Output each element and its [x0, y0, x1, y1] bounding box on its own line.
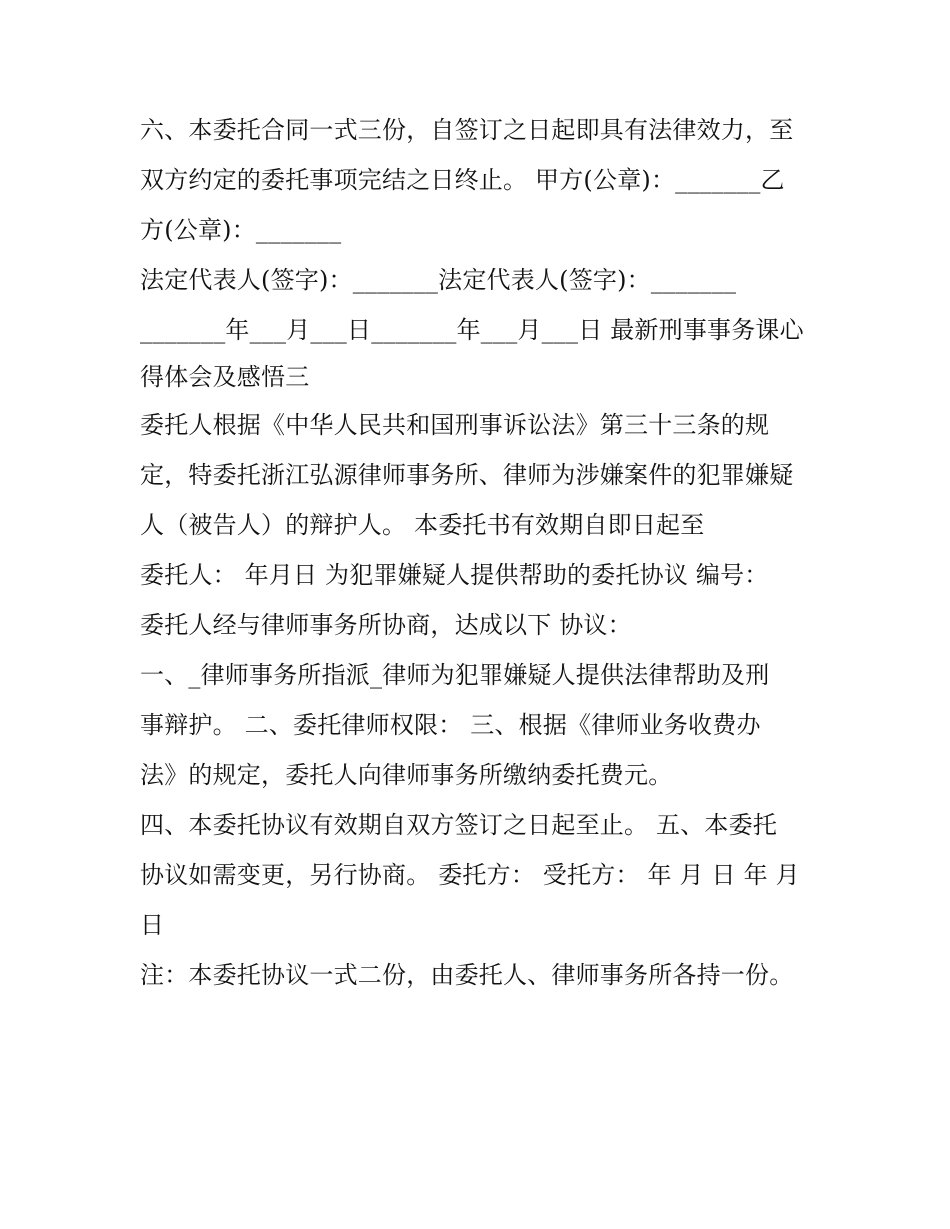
text-line: 双方约定的委托事项完结之日终止。 甲方(公章)：_______乙 — [140, 166, 785, 194]
text-line: 委托人经与律师事务所协商，达成以下 协议： — [140, 611, 632, 639]
text-line: 事辩护。 二、委托律师权限： 三、根据《律师业务收费办 — [140, 711, 761, 739]
text-line: 注：本委托协议一式二份，由委托人、律师事务所各持一份。 — [140, 961, 794, 989]
text-line: 委托人根据《中华人民共和国刑事诉讼法》第三十三条的规 — [140, 411, 770, 439]
text-line: 方(公章)：_______ — [140, 216, 342, 244]
text-line: _______年___月___日_______年___月___日 最新刑事事务课心 — [140, 316, 804, 344]
text-line: 四、本委托协议有效期自双方签订之日起至止。 五、本委托 — [140, 811, 778, 839]
text-line: 得体会及感悟三 — [140, 363, 310, 391]
text-line: 法》的规定，委托人向律师事务所缴纳委托费元。 — [140, 761, 673, 789]
text-line: 人（被告人）的辩护人。 本委托书有效期自即日起至 — [140, 511, 705, 539]
text-line: 日 — [140, 911, 165, 939]
text-line: 定，特委托浙江弘源律师事务所、律师为涉嫌案件的犯罪嫌疑 — [140, 461, 794, 489]
text-line: 法定代表人(签字)：_______法定代表人(签字)：_______ — [140, 266, 737, 294]
text-line: 协议如需变更，另行协商。 委托方： 受托方： 年 月 日 年 月 — [140, 861, 800, 889]
document-body — [140, 105, 820, 1000]
text-line: 六、本委托合同一式三份，自签订之日起即具有法律效力，至 — [140, 116, 794, 144]
text-line: 委托人： 年月日 为犯罪嫌疑人提供帮助的委托协议 编号： — [140, 561, 769, 589]
text-line: 一、_律师事务所指派_律师为犯罪嫌疑人提供法律帮助及刑 — [140, 661, 770, 689]
